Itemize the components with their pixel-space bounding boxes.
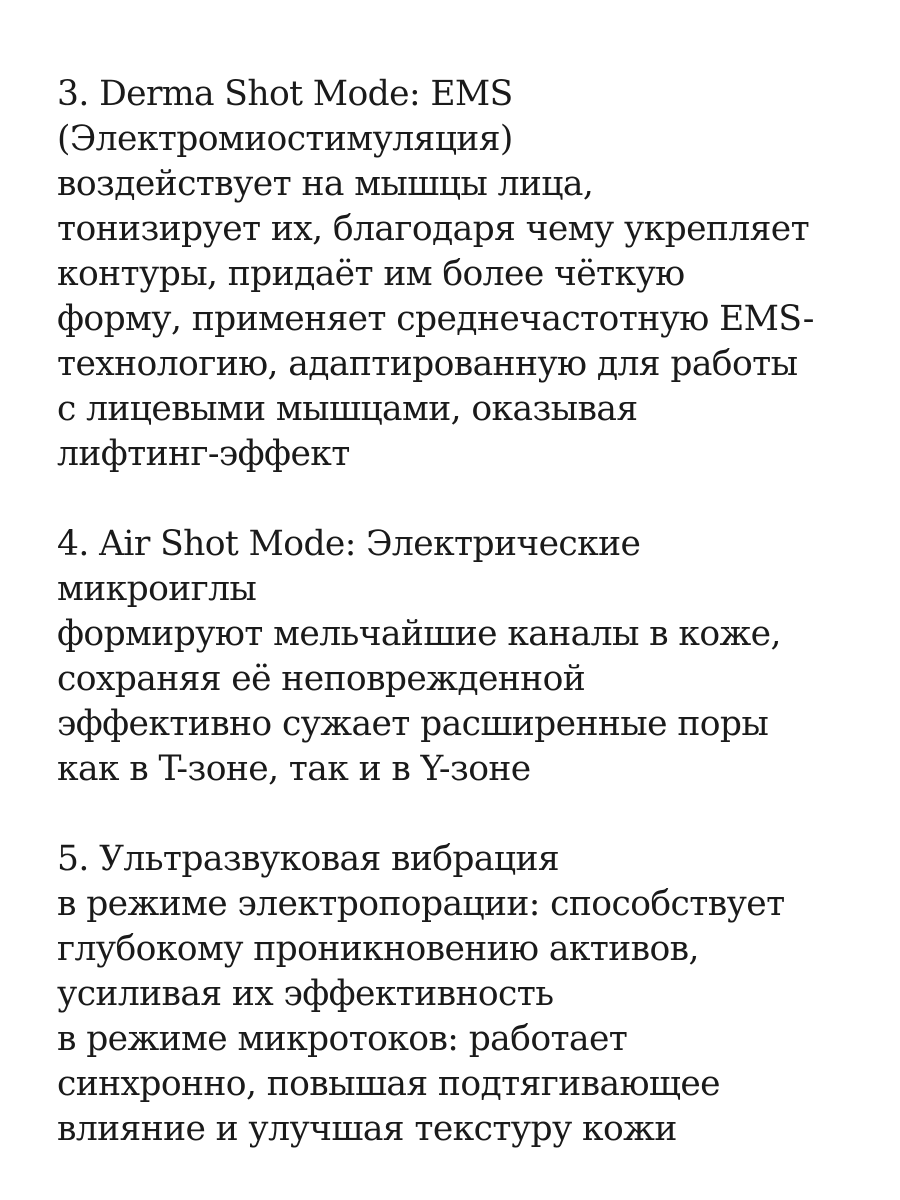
- text-line: сохраняя её неповрежденной: [57, 659, 586, 699]
- text-line: в режиме микротоков: работает: [57, 1019, 628, 1059]
- text-line: синхронно, повышая подтягивающее: [57, 1064, 721, 1104]
- section-air-shot-mode: [57, 522, 887, 792]
- text-block: [57, 72, 887, 1197]
- text-line: воздействует на мышцы лица,: [57, 164, 594, 204]
- section-heading: 3. Derma Shot Mode: EMS: [57, 74, 513, 114]
- text-line: влияние и улучшая текстуру кожи: [57, 1109, 677, 1149]
- text-line: лифтинг-эффект: [57, 434, 350, 474]
- section-heading: 5. Ультразвуковая вибрация: [57, 839, 560, 879]
- section-derma-shot-mode: [57, 72, 887, 477]
- text-line: усиливая их эффективность: [57, 974, 554, 1014]
- text-line: контуры, придаёт им более чёткую: [57, 254, 685, 294]
- text-line: форму, применяет среднечастотную EMS-: [57, 299, 814, 339]
- section-heading: 4. Air Shot Mode: Электрические: [57, 524, 641, 564]
- section-ultrasonic-vibration: [57, 837, 887, 1152]
- text-line: тонизирует их, благодаря чему укрепляет: [57, 209, 810, 249]
- text-line: технологию, адаптированную для работы: [57, 344, 798, 384]
- text-line: микроиглы: [57, 569, 257, 609]
- text-line: (Электромиостимуляция): [57, 119, 513, 159]
- text-line: в режиме электропорации: способствует: [57, 884, 785, 924]
- text-line: глубокому проникновению активов,: [57, 929, 699, 969]
- text-line: с лицевыми мышцами, оказывая: [57, 389, 638, 429]
- text-line: формируют мельчайшие каналы в коже,: [57, 614, 781, 654]
- text-line: как в T-зоне, так и в Y-зоне: [57, 749, 531, 789]
- text-line: эффективно сужает расширенные поры: [57, 704, 769, 744]
